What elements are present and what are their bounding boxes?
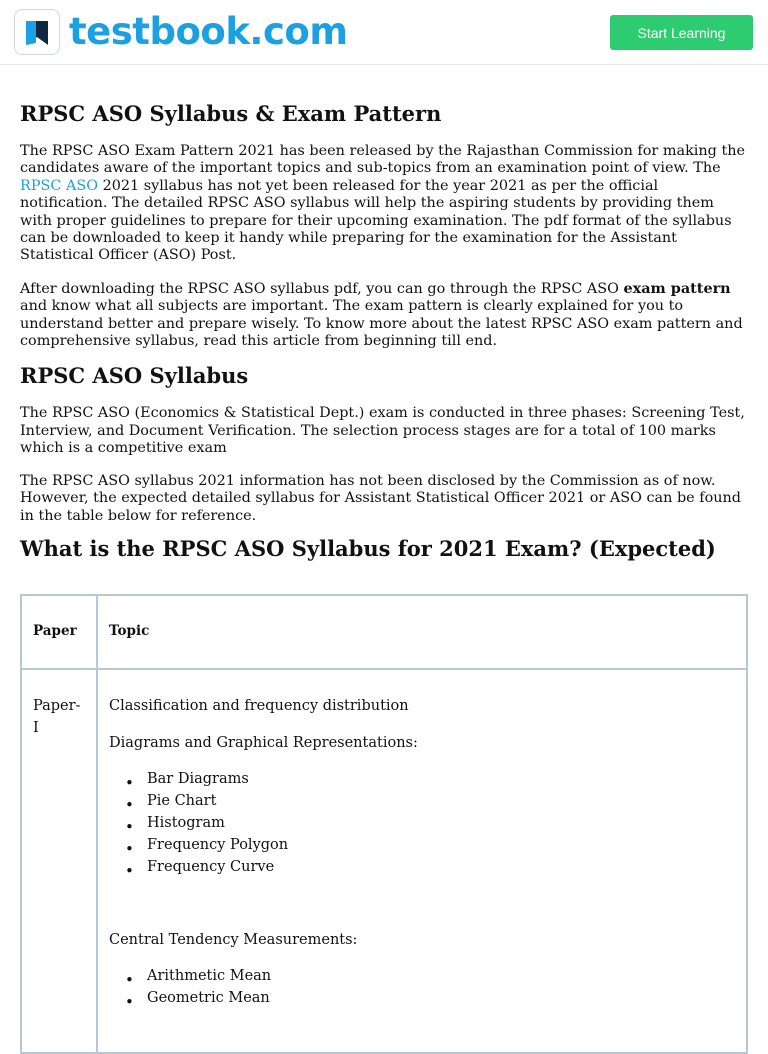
- syllabus-paragraph-1: The RPSC ASO (Economics & Statistical Dept.) exam is conducted in three phases: Screening Test, Interview, and Document Verification. The selection process stages are for a total of 100 marks which is a competitive exam: [20, 405, 745, 457]
- diagram-list: [109, 768, 746, 878]
- list-item: • Frequency Curve: [109, 856, 746, 878]
- syllabus-heading: RPSC ASO Syllabus: [20, 363, 249, 389]
- intro-paragraph: [20, 143, 748, 265]
- intro-text-1: The RPSC ASO Exam Pattern 2021 has been released by the Rajasthan Commission for making the candidates aware of the important topics and sub-topics from an examination point of view. The: [20, 143, 746, 177]
- topic-central-tendency: Central Tendency Measurements:: [109, 932, 358, 948]
- header-topic: Topic: [97, 595, 747, 669]
- topic-diagrams: Diagrams and Graphical Representations:: [109, 735, 418, 751]
- header-paper: Paper: [21, 595, 97, 669]
- list-item: • Pie Chart: [109, 790, 746, 812]
- exam-pattern-paragraph: [20, 280, 748, 351]
- para2-text-2: and know what all subjects are important. The exam pattern is clearly explained for you to understand better and prepare wisely. To know more about the latest RPSC ASO exam pattern and comprehensive syllabus, read this article from beginning till end.: [20, 298, 743, 350]
- topic-classification: Classification and frequency distribution: [109, 698, 409, 714]
- site-header: [0, 0, 768, 65]
- article-title: RPSC ASO Syllabus & Exam Pattern: [20, 101, 442, 126]
- table-row: [21, 669, 747, 1053]
- table-header-row: [21, 595, 747, 669]
- syllabus-table: [20, 594, 748, 1054]
- topic-cell: [97, 669, 747, 1053]
- central-tendency-list: [109, 965, 746, 1009]
- start-learning-button[interactable]: Start Learning: [610, 15, 753, 50]
- paper-cell: [21, 669, 97, 1053]
- rpsc-aso-link[interactable]: RPSC ASO: [20, 177, 99, 194]
- list-item: • Histogram: [109, 812, 746, 834]
- article-body: [20, 97, 748, 566]
- list-item: • Bar Diagrams: [109, 768, 746, 790]
- list-item: • Frequency Polygon: [109, 834, 746, 856]
- testbook-logo-icon: [14, 9, 60, 55]
- list-item: • Arithmetic Mean: [109, 965, 746, 987]
- list-item: • Geometric Mean: [109, 987, 746, 1009]
- para2-text-1: After downloading the RPSC ASO syllabus pdf, you can go through the RPSC ASO: [20, 280, 624, 297]
- site-name: testbook.com: [69, 10, 348, 53]
- intro-text-2: 2021 syllabus has not yet been released for the year 2021 as per the official notification. The detailed RPSC ASO syllabus will help the aspiring students by providing them with proper guidelines to prepare for their upcoming examination. The pdf format of the syllabus can be downloaded to keep it handy while preparing for the examination for the Assistant Statistical Officer (ASO) Post.: [20, 177, 732, 264]
- table-heading: What is the RPSC ASO Syllabus for 2021 Exam? (Expected): [20, 535, 716, 561]
- syllabus-paragraph-2: The RPSC ASO syllabus 2021 information has not been disclosed by the Commission as of now. However, the expected detailed syllabus for Assistant Statistical Officer 2021 or ASO can be found in the table below for reference.: [20, 472, 742, 524]
- paper-label-line2: I: [33, 720, 39, 736]
- paper-label-line1: Paper-: [33, 698, 81, 714]
- exam-pattern-bold: exam pattern: [623, 279, 731, 297]
- site-logo[interactable]: [14, 9, 347, 55]
